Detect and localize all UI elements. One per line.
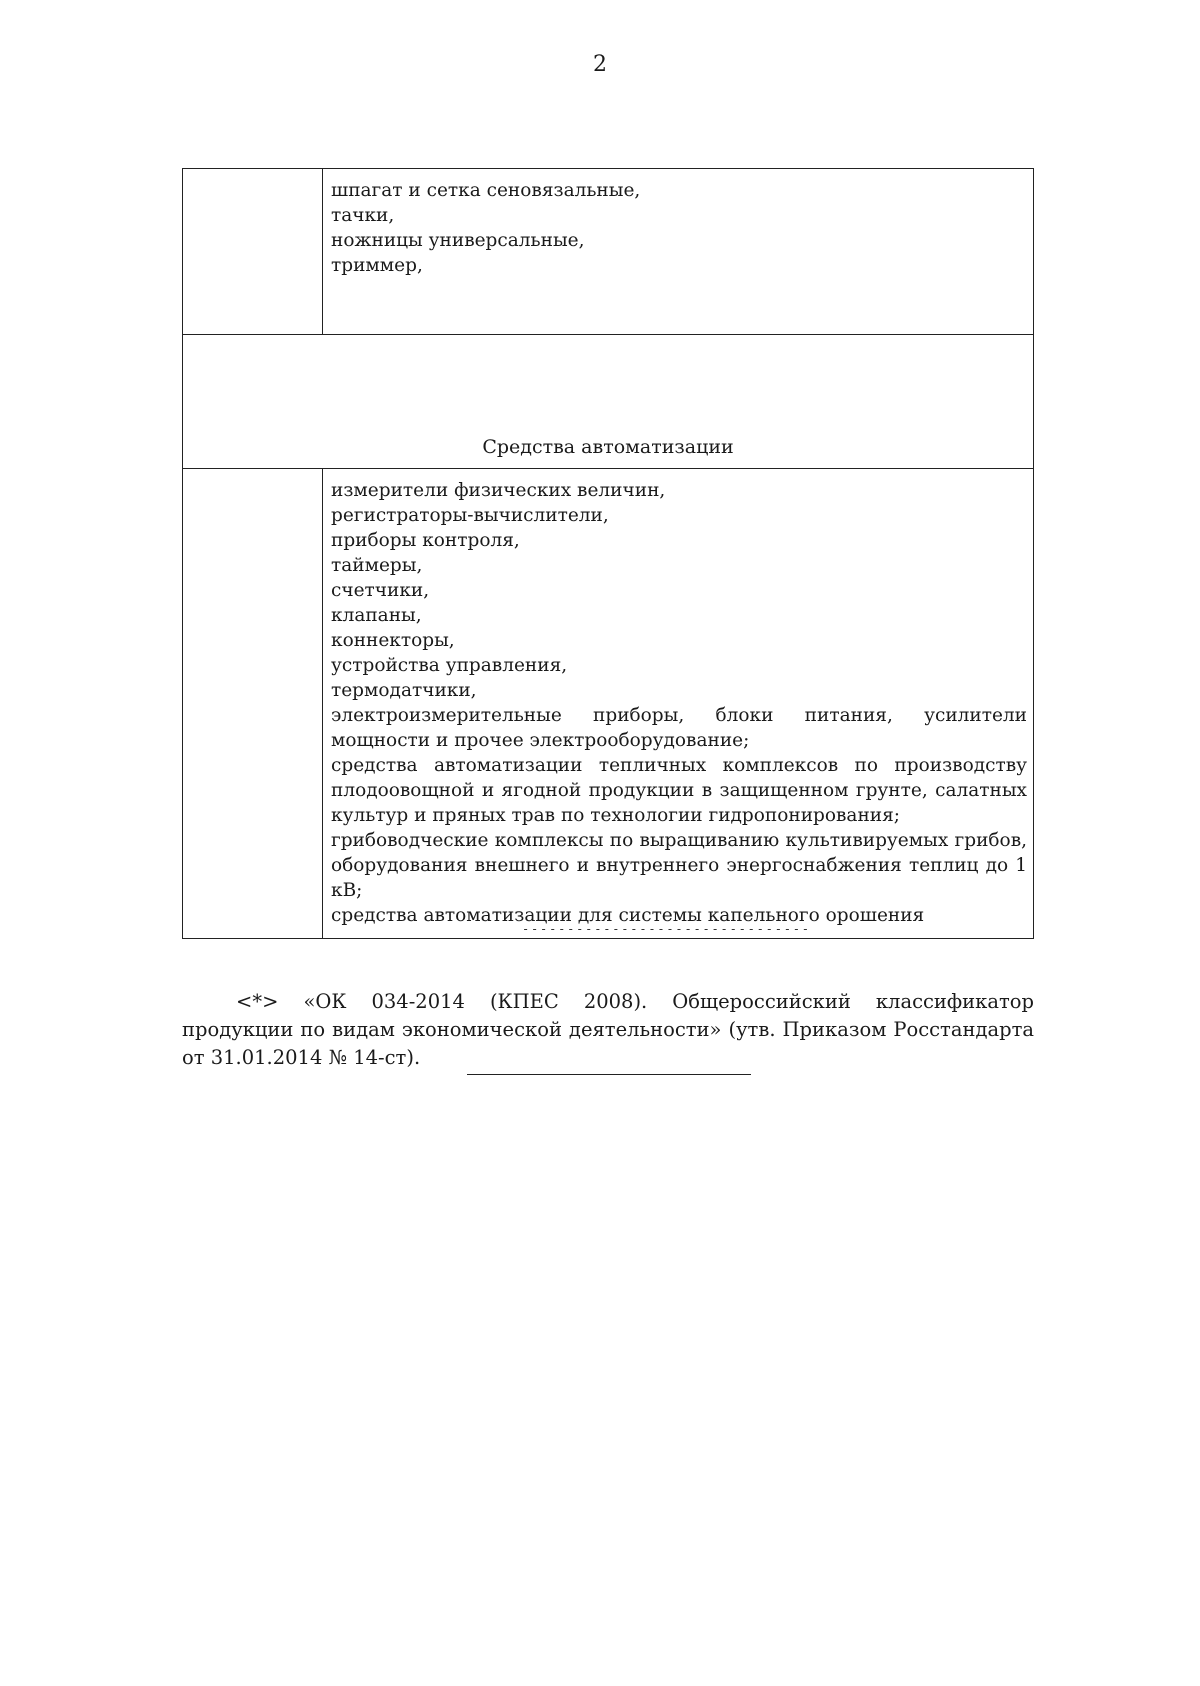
list-item: счетчики, bbox=[331, 580, 430, 601]
page-number: 2 bbox=[593, 52, 607, 77]
end-rule bbox=[467, 1074, 751, 1075]
list-item: шпагат и сетка сеновязальные, bbox=[331, 180, 641, 201]
list-item: регистраторы-вычислители, bbox=[331, 505, 609, 526]
list-item: ножницы универсальные, bbox=[331, 230, 585, 251]
list-item: таймеры, bbox=[331, 555, 423, 576]
list-item: тачки, bbox=[331, 205, 395, 226]
table-row bbox=[183, 169, 1034, 335]
list-item: средства автоматизации тепличных комплексов по производству плодоовощной и ягодной продукции в защищенном грунте, салатных культур и пряных трав по технологии гидропонирования; bbox=[331, 755, 1027, 826]
table-row bbox=[183, 469, 1034, 939]
section-row bbox=[183, 335, 1034, 469]
equipment-table bbox=[182, 168, 1034, 939]
code-cell-empty bbox=[183, 469, 323, 939]
list-item: средства автоматизации для системы капельного орошения bbox=[331, 905, 925, 926]
footnote-separator: -------------------------------- bbox=[522, 922, 811, 936]
footnote: <*> «ОК 034-2014 (КПЕС 2008). Общероссийский классификатор продукции по видам экономической деятельности» (утв. Приказом Росстандарта от 31.01.2014 № 14-ст). bbox=[182, 989, 1034, 1069]
list-item: коннекторы, bbox=[331, 630, 455, 651]
list-item: электроизмерительные приборы, блоки питания, усилители мощности и прочее электрооборудование; bbox=[331, 705, 1027, 751]
list-item: приборы контроля, bbox=[331, 530, 520, 551]
code-cell-empty bbox=[183, 169, 323, 335]
items-cell bbox=[323, 169, 1034, 335]
list-item: термодатчики, bbox=[331, 680, 477, 701]
list-item: клапаны, bbox=[331, 605, 422, 626]
items-cell bbox=[323, 469, 1034, 939]
list-item: триммер, bbox=[331, 255, 423, 276]
list-item: устройства управления, bbox=[331, 655, 568, 676]
section-heading: Средства автоматизации bbox=[183, 335, 1034, 469]
list-item: измерители физических величин, bbox=[331, 480, 666, 501]
list-item: грибоводческие комплексы по выращиванию культивируемых грибов, оборудования внешнего и внутреннего энергоснабжения теплиц до 1 кВ; bbox=[331, 830, 1027, 901]
